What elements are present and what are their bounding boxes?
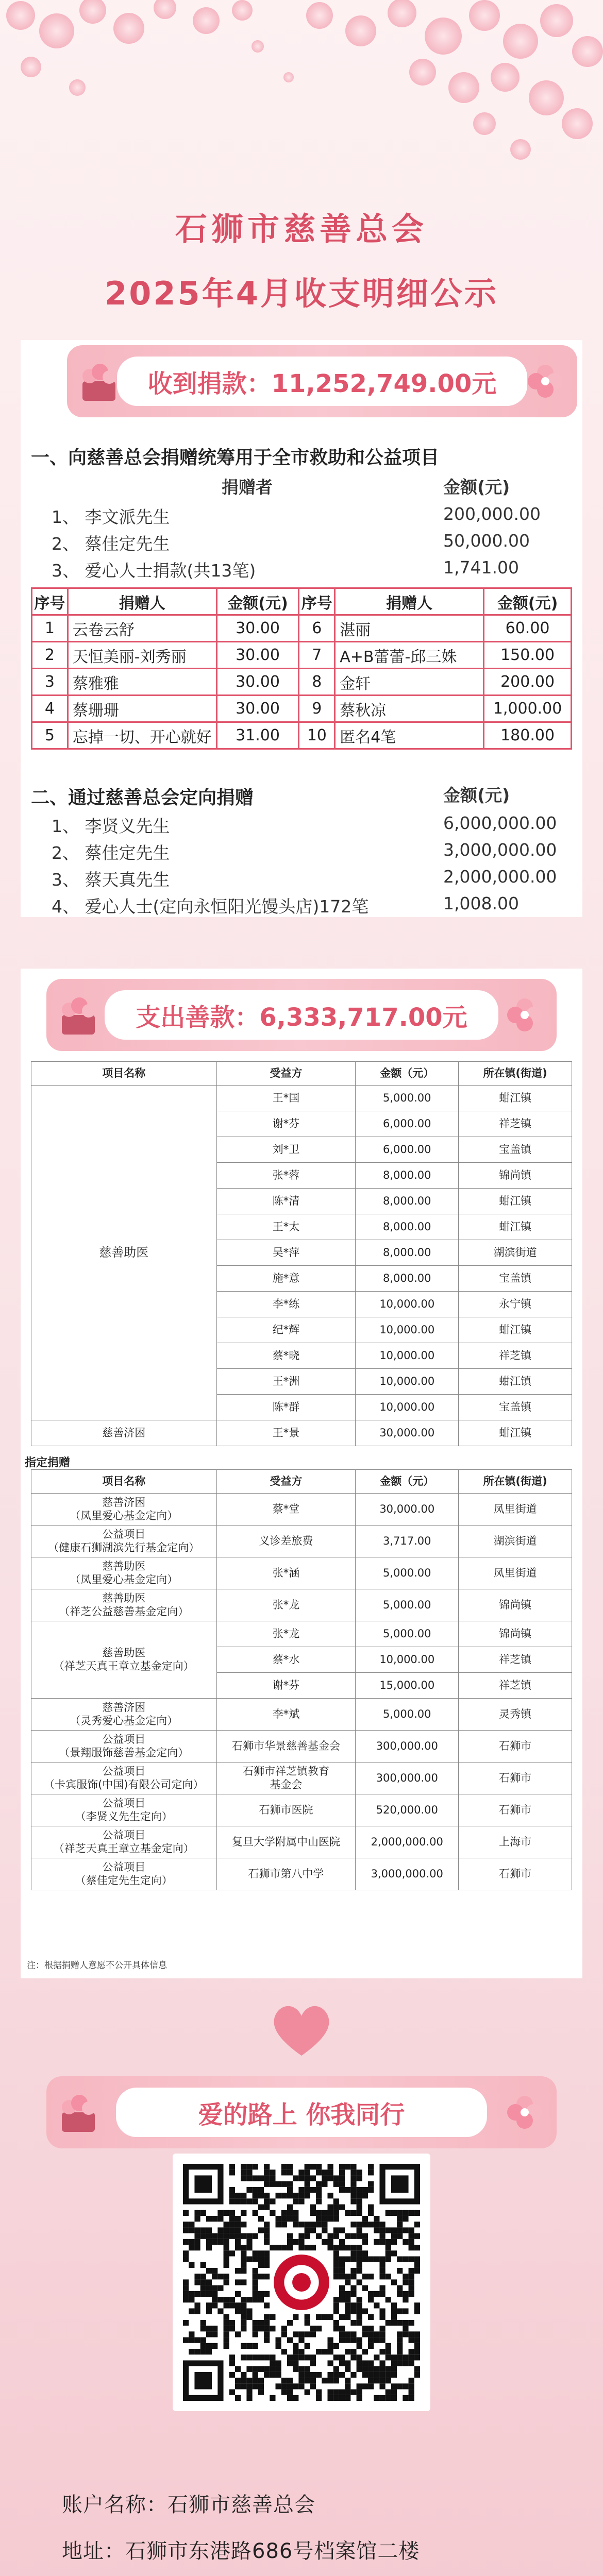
contact-address: 地址：石狮市东港路686号档案馆二楼 xyxy=(62,2539,420,2563)
column-header: 金额(元) xyxy=(216,588,299,615)
table-cell: 宝盖镇 xyxy=(459,1395,572,1420)
donor-amount: 2,000,000.00 xyxy=(443,867,557,887)
table-row xyxy=(31,1494,572,1526)
table-cell: 湖滨街道 xyxy=(459,1240,572,1266)
expenses-total: 支出善款：6,333,717.00元 xyxy=(105,990,498,1040)
list-item xyxy=(52,504,546,528)
donations-total: 收到捐款：11,252,749.00元 xyxy=(117,357,528,406)
project-cell: 公益项目 （祥芝天真王章立基金定向） xyxy=(31,1826,217,1858)
table-cell: 300,000.00 xyxy=(356,1762,459,1794)
table-cell: 石狮市 xyxy=(459,1762,572,1794)
table-cell: 30.00 xyxy=(216,642,299,669)
table-cell: 王*景 xyxy=(216,1420,356,1446)
table-cell: 200.00 xyxy=(484,669,572,696)
flower-icon xyxy=(500,2089,549,2138)
table-cell: 3 xyxy=(32,669,68,696)
table-cell: 蔡秋凉 xyxy=(335,696,484,722)
table-cell: 9 xyxy=(299,696,335,722)
table-cell: 上海市 xyxy=(459,1826,572,1858)
table-row xyxy=(32,722,572,749)
table-cell: 石狮市第八中学 xyxy=(216,1858,356,1890)
table-cell: 祥芝镇 xyxy=(459,1111,572,1137)
slogan: 爱的路上 你我同行 xyxy=(116,2088,487,2137)
column-header: 序号 xyxy=(299,588,335,615)
table-cell: 5,000.00 xyxy=(356,1621,459,1647)
column-header: 受益方 xyxy=(216,1062,356,1086)
designated-label: 指定捐赠 xyxy=(25,1456,71,1469)
table-cell: 锦尚镇 xyxy=(459,1163,572,1189)
table-cell: 3,000,000.00 xyxy=(356,1858,459,1890)
table-cell: 石狮市 xyxy=(459,1731,572,1762)
table-row xyxy=(31,1621,572,1647)
table-row xyxy=(31,1699,572,1731)
table-cell: 10,000.00 xyxy=(356,1292,459,1317)
list-item xyxy=(52,840,557,863)
designated-expenses-table xyxy=(31,1469,572,1890)
table-cell: 蚶江镇 xyxy=(459,1317,572,1343)
table-cell: 王*太 xyxy=(216,1214,356,1240)
table-cell: 谢*芬 xyxy=(216,1111,356,1137)
table-cell: 刘*卫 xyxy=(216,1137,356,1163)
table-row xyxy=(31,1557,572,1589)
table-row xyxy=(31,1589,572,1621)
table-cell: 李*斌 xyxy=(216,1699,356,1731)
donor-amount: 1,741.00 xyxy=(443,557,519,578)
project-cell: 慈善济困 （凤里爱心基金定向） xyxy=(31,1494,217,1526)
table-cell: 王*国 xyxy=(216,1086,356,1111)
qr-code[interactable] xyxy=(183,2164,420,2401)
table-header-row xyxy=(31,1062,572,1086)
table-cell: 5,000.00 xyxy=(356,1086,459,1111)
table-cell: 10,000.00 xyxy=(356,1647,459,1673)
table-cell: 8 xyxy=(299,669,335,696)
donor-amount: 200,000.00 xyxy=(443,504,541,524)
table-row xyxy=(31,1762,572,1794)
table-row xyxy=(31,1420,572,1446)
list-item xyxy=(52,867,557,890)
table-cell: 30,000.00 xyxy=(356,1494,459,1526)
table-cell: 施*意 xyxy=(216,1266,356,1292)
donor-amount: 3,000,000.00 xyxy=(443,840,557,860)
table-cell: 5,000.00 xyxy=(356,1557,459,1589)
table-row xyxy=(32,669,572,696)
gift-basket-icon xyxy=(54,991,103,1041)
table-row xyxy=(32,696,572,722)
project-cell: 公益项目 （李贤义先生定向） xyxy=(31,1794,217,1826)
table-cell: 蚶江镇 xyxy=(459,1369,572,1395)
list-item xyxy=(52,813,557,837)
slogan-banner xyxy=(46,2076,557,2148)
medical-expenses-table xyxy=(31,1061,572,1446)
table-cell: 蔡雅雅 xyxy=(68,669,216,696)
table-cell: 1 xyxy=(32,615,68,642)
table-cell: 5 xyxy=(32,722,68,749)
heart-icon xyxy=(271,2002,332,2058)
table-cell: 石狮市华景慈善基金会 xyxy=(216,1731,356,1762)
table-cell: 义诊差旅费 xyxy=(216,1526,356,1557)
table-cell: 蚶江镇 xyxy=(459,1420,572,1446)
project-cell: 慈善助医 （祥芝天真王章立基金定向） xyxy=(31,1621,217,1699)
table-cell: 4 xyxy=(32,696,68,722)
table-row xyxy=(31,1526,572,1557)
list-item xyxy=(52,531,546,554)
table-cell: 祥芝镇 xyxy=(459,1343,572,1369)
table-cell: 张*涵 xyxy=(216,1557,356,1589)
table-cell: 石狮市 xyxy=(459,1858,572,1890)
table-cell: 300,000.00 xyxy=(356,1731,459,1762)
page-subtitle: 2025年4月收支明细公示 xyxy=(105,275,498,312)
privacy-note: 注：根据捐赠人意愿不公开具体信息 xyxy=(27,1960,167,1971)
donor-name: 2、 蔡佳定先生 xyxy=(52,843,170,863)
donor-name: 2、 蔡佳定先生 xyxy=(52,534,170,554)
column-header: 金额（元） xyxy=(356,1062,459,1086)
table-cell: 宝盖镇 xyxy=(459,1266,572,1292)
table-cell: 10,000.00 xyxy=(356,1395,459,1420)
page-title: 石狮市慈善总会 xyxy=(175,210,428,248)
project-cell: 慈善济困 （灵秀爱心基金定向） xyxy=(31,1699,217,1731)
table-cell: 蔡珊珊 xyxy=(68,696,216,722)
section2-heading: 二、通过慈善总会定向捐赠 xyxy=(31,787,254,808)
table-row xyxy=(32,642,572,669)
column-header: 项目名称 xyxy=(31,1062,217,1086)
table-header-row xyxy=(32,588,572,615)
donor-col-header: 捐赠者 xyxy=(222,477,273,497)
donor-amount: 50,000.00 xyxy=(443,531,530,551)
donor-name: 1、 李贤义先生 xyxy=(52,816,170,836)
project-cell: 慈善助医 （凤里爱心基金定向） xyxy=(31,1557,217,1589)
table-cell: 31.00 xyxy=(216,722,299,749)
table-cell: 8,000.00 xyxy=(356,1163,459,1189)
table-row xyxy=(31,1731,572,1762)
table-cell: 张*龙 xyxy=(216,1589,356,1621)
table-cell: 10 xyxy=(299,722,335,749)
table-cell: 8,000.00 xyxy=(356,1214,459,1240)
table-cell: 蔡*水 xyxy=(216,1647,356,1673)
table-cell: 蚶江镇 xyxy=(459,1214,572,1240)
table-cell: 吴*萍 xyxy=(216,1240,356,1266)
flower-icon xyxy=(521,358,570,407)
table-cell: 蚶江镇 xyxy=(459,1189,572,1214)
table-cell: 纪*辉 xyxy=(216,1317,356,1343)
table-cell: A+B蕾蕾-邱三姝 xyxy=(335,642,484,669)
list-item xyxy=(52,557,546,581)
column-header: 项目名称 xyxy=(31,1470,217,1494)
donations-banner xyxy=(67,345,577,417)
table-cell: 复旦大学附属中山医院 xyxy=(216,1826,356,1858)
table-cell: 15,000.00 xyxy=(356,1673,459,1699)
table-cell: 60.00 xyxy=(484,615,572,642)
table-cell: 30.00 xyxy=(216,615,299,642)
table-cell: 永宁镇 xyxy=(459,1292,572,1317)
table-cell: 陈*群 xyxy=(216,1395,356,1420)
table-cell: 陈*清 xyxy=(216,1189,356,1214)
table-cell: 锦尚镇 xyxy=(459,1621,572,1647)
table-cell: 8,000.00 xyxy=(356,1240,459,1266)
donor-name: 3、 爱心人士捐款(共13笔) xyxy=(52,561,256,581)
project-cell: 慈善助医 xyxy=(31,1086,217,1420)
table-cell: 湛丽 xyxy=(335,615,484,642)
column-header: 受益方 xyxy=(216,1470,356,1494)
donor-amount: 6,000,000.00 xyxy=(443,813,557,833)
table-cell: 2,000,000.00 xyxy=(356,1826,459,1858)
table-cell: 30.00 xyxy=(216,669,299,696)
table-cell: 石狮市 xyxy=(459,1794,572,1826)
section1-heading: 一、向慈善总会捐赠统筹用于全市救助和公益项目 xyxy=(31,447,440,468)
table-row xyxy=(31,1086,572,1111)
donor-amount: 1,008.00 xyxy=(443,893,519,913)
table-cell: 王*洲 xyxy=(216,1369,356,1395)
table-cell: 祥芝镇 xyxy=(459,1673,572,1699)
table-cell: 7 xyxy=(299,642,335,669)
list-item xyxy=(52,893,546,917)
amount-col-header: 金额(元) xyxy=(443,785,510,805)
donor-name: 1、 李文派先生 xyxy=(52,507,170,527)
project-cell: 公益项目 （景翔服饰慈善基金定向） xyxy=(31,1731,217,1762)
cherry-blossom-decoration xyxy=(0,0,603,170)
table-cell: 李*练 xyxy=(216,1292,356,1317)
table-cell: 蔡*晓 xyxy=(216,1343,356,1369)
expenses-banner xyxy=(46,979,557,1051)
column-header: 金额（元） xyxy=(356,1470,459,1494)
table-cell: 天恒美丽-刘秀丽 xyxy=(68,642,216,669)
column-header: 序号 xyxy=(32,588,68,615)
small-donors-table xyxy=(31,587,572,750)
gift-basket-icon xyxy=(54,2089,103,2138)
table-cell: 6,000.00 xyxy=(356,1111,459,1137)
gift-basket-icon xyxy=(74,358,124,407)
table-cell: 30,000.00 xyxy=(356,1420,459,1446)
table-cell: 谢*芬 xyxy=(216,1673,356,1699)
table-cell: 1,000.00 xyxy=(484,696,572,722)
table-cell: 云卷云舒 xyxy=(68,615,216,642)
table-cell: 石狮市医院 xyxy=(216,1794,356,1826)
table-cell: 蔡*堂 xyxy=(216,1494,356,1526)
table-row xyxy=(31,1826,572,1858)
section2-header xyxy=(52,782,546,806)
amount-col-header: 金额(元) xyxy=(443,477,510,497)
table-cell: 8,000.00 xyxy=(356,1266,459,1292)
table-cell: 10,000.00 xyxy=(356,1369,459,1395)
table-cell: 3,717.00 xyxy=(356,1526,459,1557)
table-cell: 石狮市祥芝镇教育 基金会 xyxy=(216,1762,356,1794)
table-cell: 锦尚镇 xyxy=(459,1589,572,1621)
table-cell: 宝盖镇 xyxy=(459,1137,572,1163)
project-cell: 慈善助医 （祥芝公益慈善基金定向） xyxy=(31,1589,217,1621)
donor-name: 4、 爱心人士(定向永恒阳光馒头店)172笔 xyxy=(52,896,369,917)
qr-code-frame xyxy=(173,2154,430,2411)
donor-name: 3、 蔡天真先生 xyxy=(52,870,170,890)
table-cell: 520,000.00 xyxy=(356,1794,459,1826)
column-header: 所在镇(街道) xyxy=(459,1470,572,1494)
table-cell: 180.00 xyxy=(484,722,572,749)
section1-header xyxy=(52,474,546,498)
table-cell: 150.00 xyxy=(484,642,572,669)
table-cell: 6,000.00 xyxy=(356,1137,459,1163)
table-cell: 2 xyxy=(32,642,68,669)
project-cell: 公益项目 （卡宾服饰(中国)有限公司定向） xyxy=(31,1762,217,1794)
table-cell: 慈善济困 xyxy=(31,1420,217,1446)
table-cell: 8,000.00 xyxy=(356,1189,459,1214)
column-header: 所在镇(街道) xyxy=(459,1062,572,1086)
table-cell: 5,000.00 xyxy=(356,1699,459,1731)
table-row xyxy=(31,1794,572,1826)
contact-account: 账户名称：石狮市慈善总会 xyxy=(62,2493,315,2517)
table-row xyxy=(31,1858,572,1890)
table-cell: 忘掉一切、开心就好 xyxy=(68,722,216,749)
table-cell: 张*蓉 xyxy=(216,1163,356,1189)
table-cell: 灵秀镇 xyxy=(459,1699,572,1731)
table-cell: 10,000.00 xyxy=(356,1317,459,1343)
project-cell: 公益项目 （健康石狮湖滨先行基金定向） xyxy=(31,1526,217,1557)
column-header: 金额(元) xyxy=(484,588,572,615)
table-cell: 祥芝镇 xyxy=(459,1647,572,1673)
table-cell: 6 xyxy=(299,615,335,642)
table-cell: 湖滨街道 xyxy=(459,1526,572,1557)
flower-icon xyxy=(500,991,549,1041)
table-header-row xyxy=(31,1470,572,1494)
table-cell: 10,000.00 xyxy=(356,1343,459,1369)
column-header: 捐赠人 xyxy=(68,588,216,615)
table-cell: 匿名4笔 xyxy=(335,722,484,749)
table-cell: 蚶江镇 xyxy=(459,1086,572,1111)
table-cell: 5,000.00 xyxy=(356,1589,459,1621)
table-cell: 金轩 xyxy=(335,669,484,696)
table-row xyxy=(32,615,572,642)
column-header: 捐赠人 xyxy=(335,588,484,615)
table-cell: 张*龙 xyxy=(216,1621,356,1647)
table-cell: 30.00 xyxy=(216,696,299,722)
project-cell: 公益项目 （蔡佳定先生定向） xyxy=(31,1858,217,1890)
table-cell: 凤里街道 xyxy=(459,1557,572,1589)
table-cell: 凤里街道 xyxy=(459,1494,572,1526)
